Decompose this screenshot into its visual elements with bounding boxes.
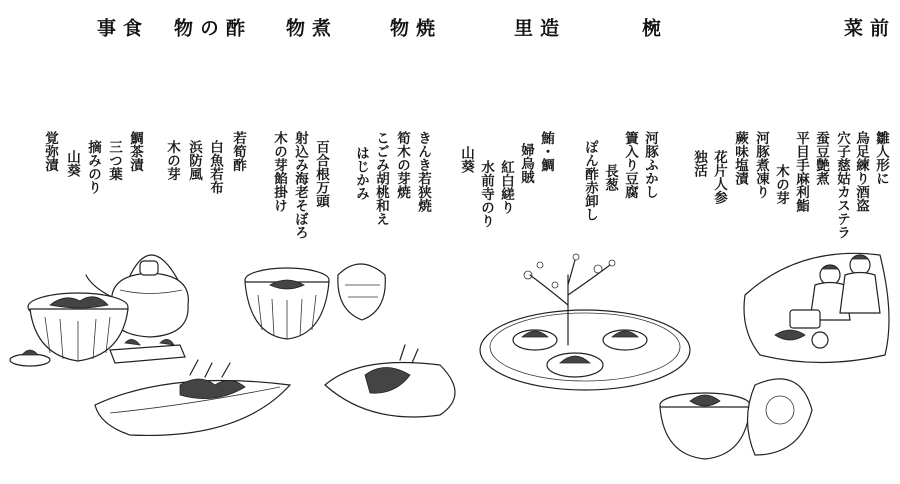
title-char: 煮 xyxy=(309,17,331,37)
zensai-item: 木の芽 xyxy=(773,164,789,205)
title-char: 食 xyxy=(120,17,142,37)
course-title-sunomono xyxy=(171,14,247,40)
course-title-tsukuri xyxy=(511,14,561,40)
wan-item: 長葱 xyxy=(602,164,618,191)
title-char: 造 xyxy=(537,17,559,37)
zensai-item: 平目手麻利鮨 xyxy=(793,131,809,212)
tsukuri-item: 水前寺のり xyxy=(478,160,494,228)
course-title-yakimono xyxy=(387,14,437,40)
shokuji-item: 摘みのり xyxy=(85,140,101,194)
title-char: 物 xyxy=(171,17,193,37)
title-char: 物 xyxy=(283,17,305,37)
nimono-item: 射込み海老そぼろ xyxy=(292,131,308,239)
zensai-item: 河豚煮凍り xyxy=(753,131,769,199)
title-char: 菜 xyxy=(841,17,863,37)
zensai-platter-illustration xyxy=(744,253,889,362)
title-char: 里 xyxy=(511,17,533,37)
wan-soup-bowl-illustration xyxy=(660,379,812,459)
course-title-wan xyxy=(637,14,663,40)
title-char: の xyxy=(197,17,219,37)
zensai-item: 烏足練り酒盗 xyxy=(853,131,869,212)
sunomono-leaf-plate-illustration xyxy=(95,360,290,435)
title-char: 椀 xyxy=(639,17,661,37)
wan-item: 簀入り豆腐 xyxy=(622,131,638,199)
sunomono-item: 白魚若布 xyxy=(207,140,223,194)
dish-illustrations xyxy=(0,235,900,480)
title-char: 前 xyxy=(867,17,889,37)
sunomono-item: 浜防風 xyxy=(186,140,202,181)
course-title-zensai xyxy=(841,14,891,40)
nimono-lidded-bowl-illustration xyxy=(245,264,385,339)
tsukuri-item: 紅白縒り xyxy=(498,160,514,214)
zensai-item: 穴子慈姑カステラ xyxy=(834,131,850,239)
zensai-item: 花片人参 xyxy=(711,150,727,204)
zensai-item: 雛人形に xyxy=(873,131,889,185)
tsukuri-platter-illustration xyxy=(480,254,690,390)
yakimono-item: こごみ胡桃和え xyxy=(373,131,389,226)
wan-item: 河豚ふかし xyxy=(642,131,658,199)
zensai-item: 蚕豆艶煮 xyxy=(813,131,829,185)
title-char: 事 xyxy=(94,17,116,37)
title-char: 物 xyxy=(387,17,409,37)
wan-item: ぽん酢赤卸し xyxy=(582,140,598,221)
nimono-item: 百合根万頭 xyxy=(313,140,329,208)
yakimono-item: きんき若狭焼 xyxy=(415,131,431,212)
course-title-shokuji xyxy=(94,14,144,40)
yakimono-item: 筍木の芽焼 xyxy=(394,131,410,199)
sunomono-item: 木の芽 xyxy=(164,140,180,181)
zensai-item: 蕨味塩漬 xyxy=(732,131,748,185)
yakimono-plate-illustration xyxy=(325,345,455,417)
shokuji-item: 覚弥漬 xyxy=(42,131,58,172)
title-char: 焼 xyxy=(413,17,435,37)
yakimono-item: はじかみ xyxy=(353,146,369,200)
sunomono-item: 若筍酢 xyxy=(230,131,246,172)
shokuji-item: 三つ葉 xyxy=(106,140,122,181)
shokuji-item: 鯛茶漬 xyxy=(127,131,143,172)
zensai-item: 独活 xyxy=(691,150,707,177)
tsukuri-item: 山葵 xyxy=(458,146,474,173)
tsukuri-item: 鮪・鯛 xyxy=(538,131,554,172)
title-char: 酢 xyxy=(223,17,245,37)
shokuji-item: 山葵 xyxy=(64,150,80,177)
course-title-nimono xyxy=(283,14,333,40)
tsukuri-item: 婦烏賊 xyxy=(518,143,534,184)
nimono-item: 木の芽餡掛け xyxy=(271,131,287,212)
